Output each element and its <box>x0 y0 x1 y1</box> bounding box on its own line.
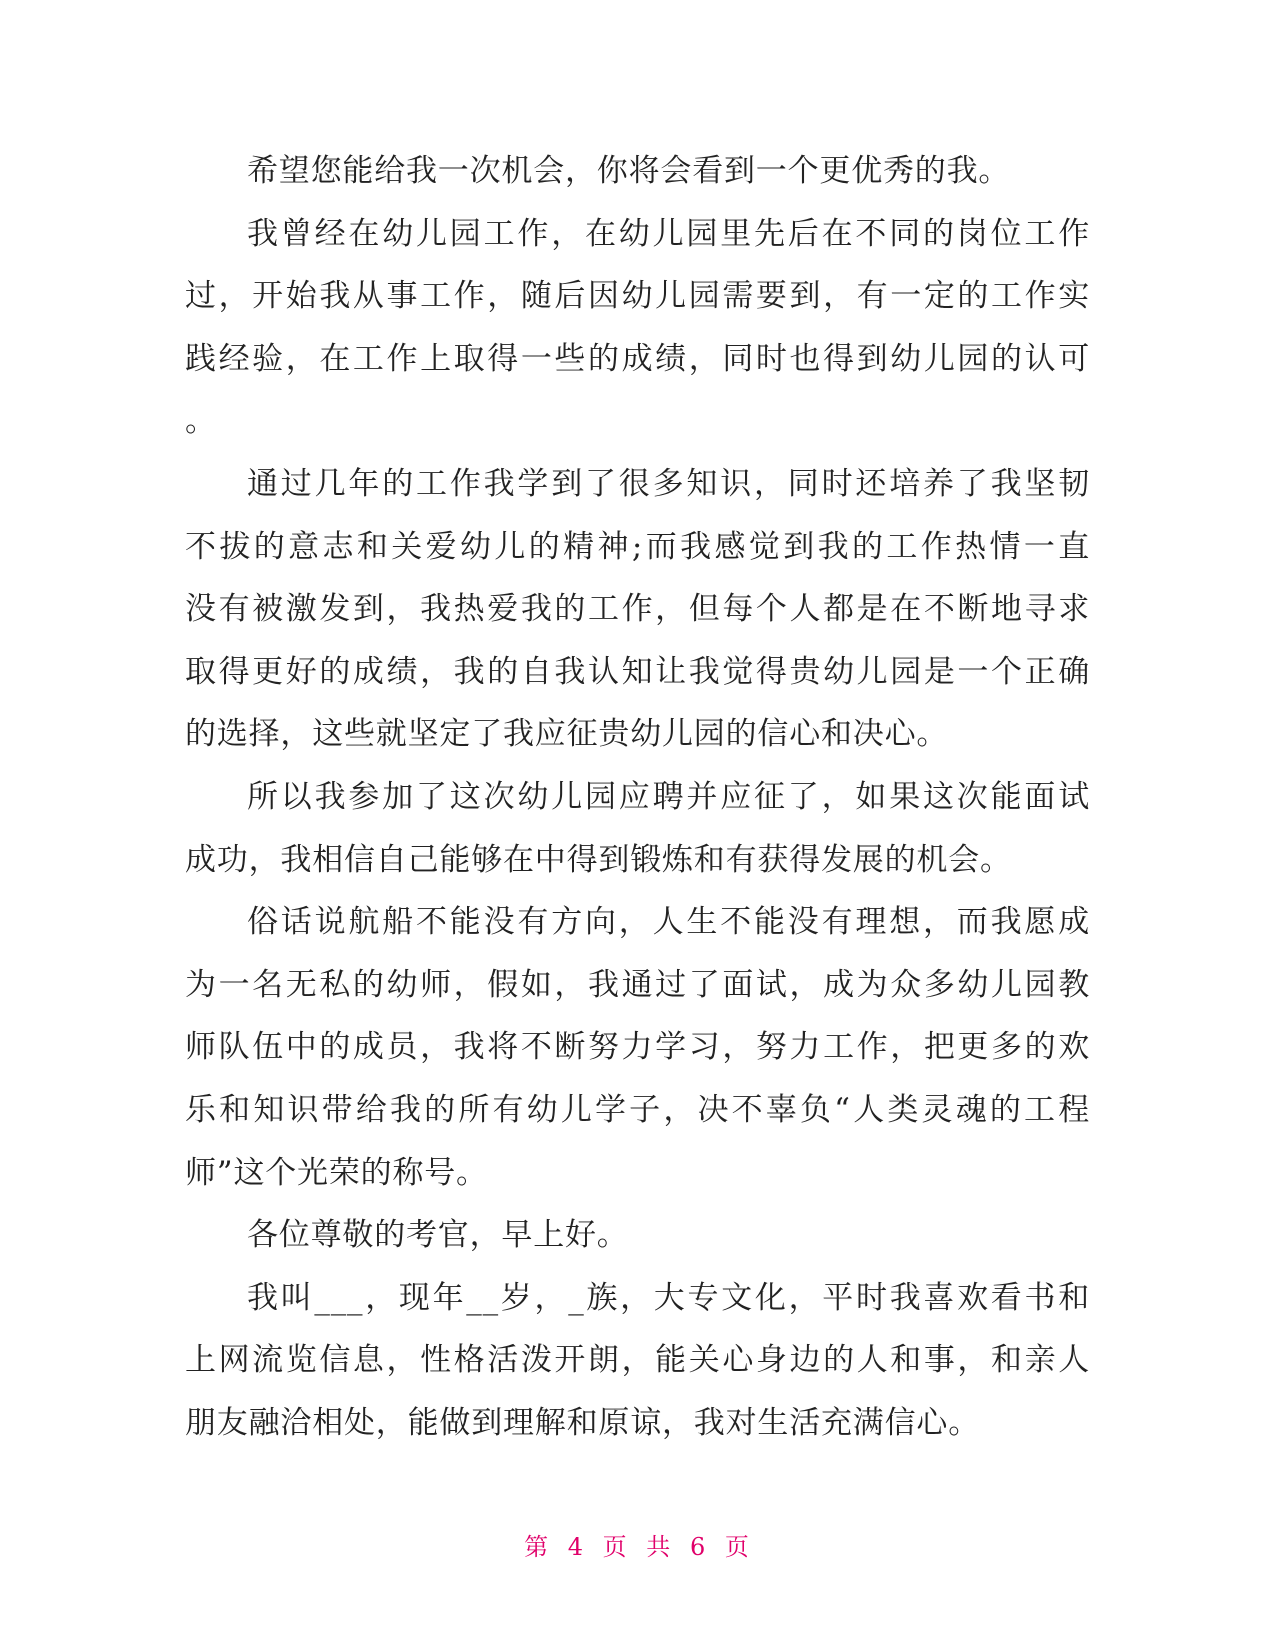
text-line: 乐和知识带给我的所有幼儿学子，决不辜负“人类灵魂的工程 <box>185 1091 1090 1128</box>
text-line: 不拔的意志和关爱幼儿的精神;而我感觉到我的工作热情一直 <box>185 528 1090 565</box>
text-line: 师队伍中的成员，我将不断努力学习，努力工作，把更多的欢 <box>185 1029 1090 1066</box>
text-line: 各位尊敬的考官，早上好。 <box>247 1217 629 1254</box>
text-line: 我曾经在幼儿园工作，在幼儿园里先后在不同的岗位工作 <box>247 215 1090 252</box>
text-line: 希望您能给我一次机会，你将会看到一个更优秀的我。 <box>247 153 1011 189</box>
text-line: 没有被激发到，我热爱我的工作，但每个人都是在不断地寻求 <box>185 591 1090 628</box>
text-line: 朋友融洽相处，能做到理解和原谅，我对生活充满信心。 <box>185 1404 980 1441</box>
text-line: 上网流览信息，性格活泼开朗，能关心身边的人和事，和亲人 <box>185 1342 1090 1379</box>
page-number-footer: 第 4 页 共 6 页 <box>524 1533 751 1561</box>
text-line: 成功，我相信自己能够在中得到锻炼和有获得发展的机会。 <box>185 841 1012 878</box>
text-line: 师”这个光荣的称号。 <box>185 1154 488 1191</box>
text-line: 俗话说航船不能没有方向，人生不能没有理想，而我愿成 <box>247 904 1090 941</box>
text-line: 所以我参加了这次幼儿园应聘并应征了，如果这次能面试 <box>247 778 1090 815</box>
text-line: 过，开始我从事工作，随后因幼儿园需要到，有一定的工作实 <box>185 278 1090 315</box>
text-line: 践经验，在工作上取得一些的成绩，同时也得到幼儿园的认可 <box>185 340 1090 377</box>
text-line: 我叫___，现年__岁，_族，大专文化，平时我喜欢看书和 <box>247 1279 1090 1316</box>
text-line: 通过几年的工作我学到了很多知识，同时还培养了我坚韧 <box>247 465 1090 502</box>
text-line: 。 <box>185 403 217 440</box>
text-line: 为一名无私的幼师，假如，我通过了面试，成为众多幼儿园教 <box>185 966 1090 1003</box>
document-body <box>185 140 1090 1454</box>
text-line: 取得更好的成绩，我的自我认知让我觉得贵幼儿园是一个正确 <box>185 653 1090 690</box>
text-line: 的选择，这些就坚定了我应征贵幼儿园的信心和决心。 <box>185 716 949 753</box>
